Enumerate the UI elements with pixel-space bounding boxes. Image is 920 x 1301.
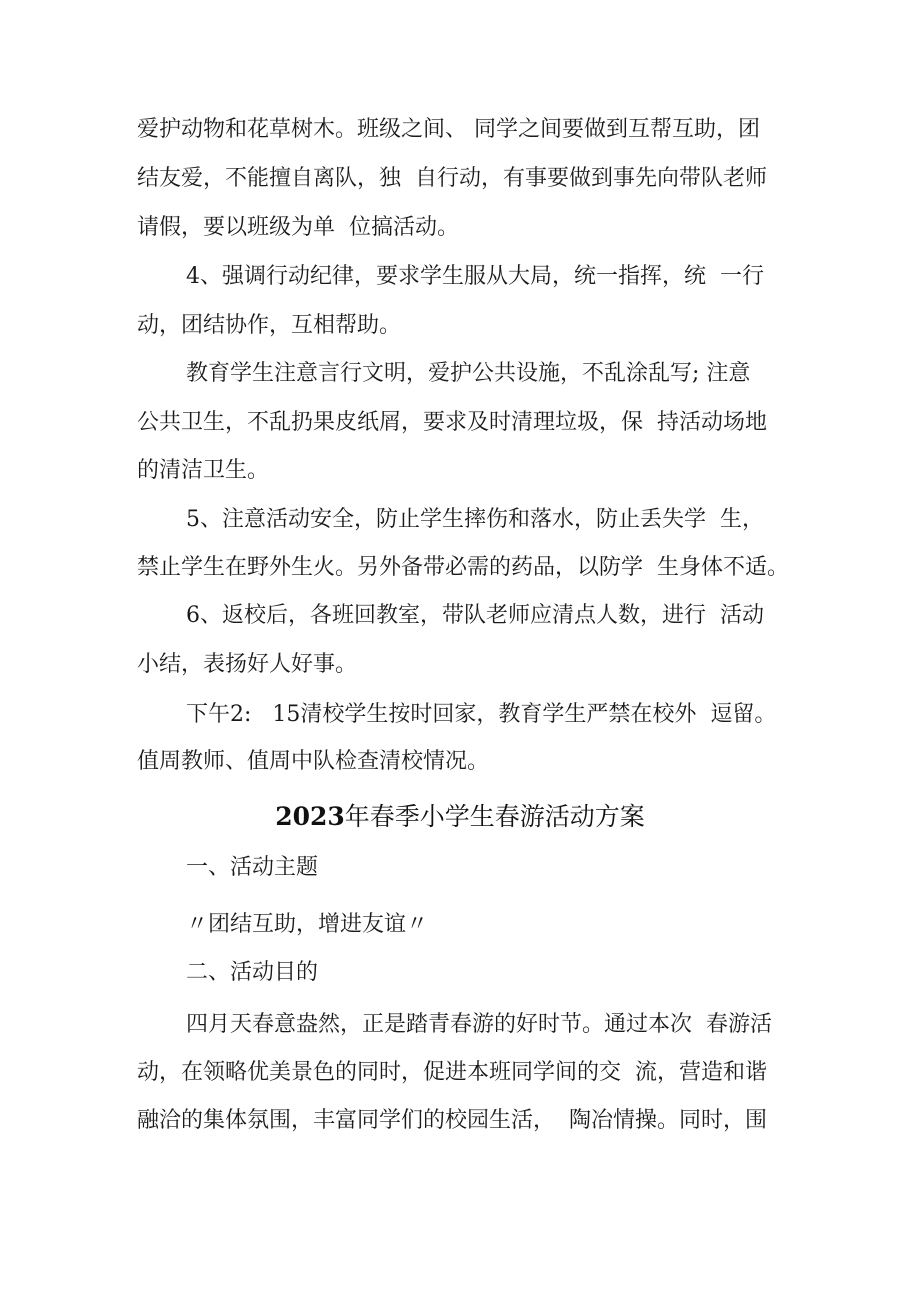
- body-line-8: 的清洁卫生。: [137, 458, 270, 483]
- purpose-line-2: 动，在领略优美景色的同时，促进本班同学间的交 流，营造和谐: [137, 1060, 767, 1085]
- body-line-3: 请假，要以班级为单 位搞活动。: [137, 215, 459, 240]
- theme-slogan: 〃团结互助，增进友谊〃: [186, 912, 429, 937]
- body-line-11: 6、返校后，各班回教室，带队老师应清点人数，进行 活动: [186, 603, 764, 628]
- title-text: 年春季小学生春游活动方案: [344, 802, 645, 831]
- body-line-1: 爱护动物和花草树木。班级之间、 同学之间要做到互帮互助，团: [137, 117, 760, 142]
- section-heading-theme: 一、活动主题: [186, 855, 319, 880]
- body-line-4: 4、强调行动纪律，要求学生服从大局，统一指挥，统 一行: [186, 264, 764, 289]
- body-line-10: 禁止学生在野外生火。另外备带必需的药品，以防学 生身体不适。: [137, 555, 789, 580]
- body-line-2: 结友爱，不能擅自离队，独 自行动，有事要做到事先向带队老师: [137, 166, 767, 191]
- body-line-9: 5、注意活动安全，防止学生摔伤和落水，防止丢失学 生，: [186, 507, 764, 532]
- section-heading-purpose: 二、活动目的: [186, 960, 319, 985]
- purpose-line-3: 融洽的集体氛围，丰富同学们的校园生活， 陶冶情操。同时，围: [137, 1108, 767, 1133]
- body-line-13: 下午2: 15清校学生按时回家，教育学生严禁在校外 逗留。: [186, 702, 777, 727]
- body-line-14: 值周教师、值周中队检查清校情况。: [137, 749, 490, 774]
- body-line-5: 动，团结协作，互相帮助。: [137, 313, 402, 338]
- body-line-7: 公共卫生，不乱扔果皮纸屑，要求及时清理垃圾，保 持活动场地: [137, 410, 767, 435]
- purpose-line-1: 四月天春意盎然，正是踏青春游的好时节。通过本次 春游活: [186, 1012, 772, 1037]
- document-title: [0, 800, 920, 834]
- body-line-6: 教育学生注意言行文明，爱护公共设施，不乱涂乱写; 注意: [186, 361, 751, 386]
- body-line-12: 小结，表扬好人好事。: [137, 652, 358, 677]
- title-year: 2023: [275, 802, 345, 831]
